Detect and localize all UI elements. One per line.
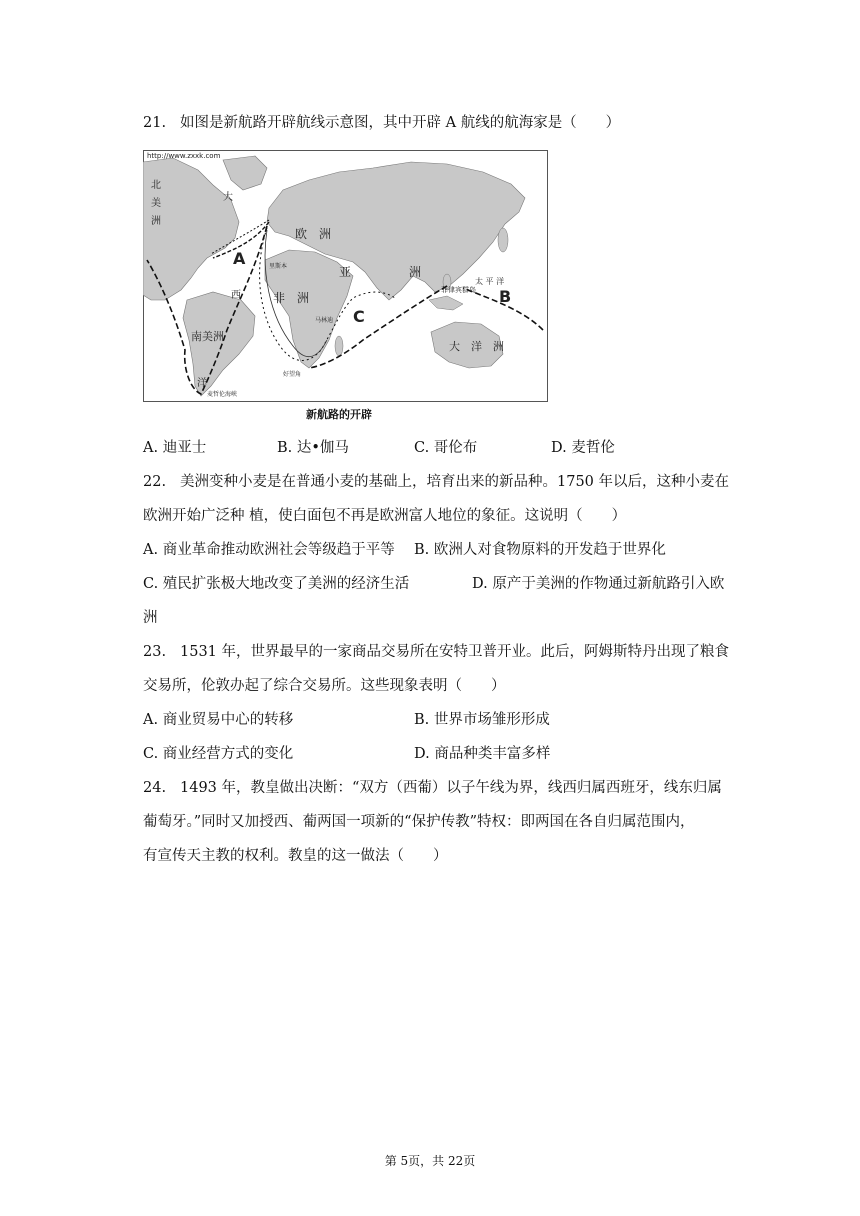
q22-option-c[interactable]: C. 殖民扩张极大地改变了美洲的经济生活 <box>143 576 410 592</box>
question-text: 1531 年，世界最早的一家商品交易所在安特卫普开业。此后，阿姆斯特丹出现了粮食 <box>180 644 730 660</box>
madagascar-shape <box>335 336 343 356</box>
question-text: 美洲变种小麦是在普通小麦的基础上，培育出来的新品种。1750 年以后，这种小麦在 <box>180 474 730 490</box>
question-24-stem-line3: 有宣传天主教的权利。教皇的这一做法（ ） <box>143 848 448 864</box>
question-24-stem-line1 <box>143 778 722 798</box>
map-label-north-america-2: 美 <box>151 198 161 209</box>
q21-option-b[interactable]: B. 达•伽马 <box>277 440 349 456</box>
q23-option-d[interactable]: D. 商品种类丰富多样 <box>414 746 551 762</box>
new-sea-routes-map <box>143 150 549 402</box>
q22-option-d-continuation: 洲 <box>143 610 158 626</box>
map-label-asia-2: 洲 <box>409 265 422 279</box>
map-label-north-america-3: 洲 <box>151 216 161 227</box>
question-23-stem-line1 <box>143 642 729 662</box>
question-22-stem-line2: 欧洲开始广泛种 植，使白面包不再是欧洲富人地位的象征。这说明（ ） <box>143 508 627 524</box>
question-number: 21. <box>143 115 167 131</box>
question-number: 24. <box>143 780 167 796</box>
page-footer: 第 5页，共 22页 <box>384 1154 476 1168</box>
question-22-stem-line1 <box>143 472 729 492</box>
map-label-magellan-strait: 麦哲伦海峡 <box>207 391 238 398</box>
q23-option-a[interactable]: A. 商业贸易中心的转移 <box>143 712 294 728</box>
map-label-ocean-bottom: 洋 <box>197 378 207 389</box>
question-23-stem-line2: 交易所，伦敦办起了综合交易所。这些现象表明（ ） <box>143 678 506 694</box>
map-label-south-america: 南美洲 <box>191 330 224 343</box>
question-24-stem-line2: 葡萄牙。”同时又加授西、葡两国一项新的“保护传教”特权：即两国在各自归属范围内， <box>143 814 695 830</box>
question-21-stem <box>143 113 620 133</box>
q21-option-d[interactable]: D. 麦哲伦 <box>551 440 615 456</box>
q23-option-c[interactable]: C. 商业经营方式的变化 <box>143 746 294 762</box>
question-text: 如图是新航路开辟航线示意图，其中开辟 A 航线的航海家是（ ） <box>180 115 621 131</box>
map-label-cape: 好望角 <box>283 371 302 378</box>
q23-option-b[interactable]: B. 世界市场雏形形成 <box>414 712 550 728</box>
map-label-lisbon: 里斯本 <box>269 263 288 270</box>
japan-shape <box>498 228 508 252</box>
q22-option-a[interactable]: A. 商业革命推动欧洲社会等级趋于平等 <box>143 542 395 558</box>
map-label-pacific: 太 平 洋 <box>475 277 505 286</box>
map-label-atlantic-1: 大 <box>223 192 233 203</box>
q22-option-b[interactable]: B. 欧洲人对食物原料的开发趋于世界化 <box>414 542 666 558</box>
question-text: 1493 年，教皇做出决断：“双方（西葡）以子午线为界，线西归属西班牙，线东归属 <box>180 780 722 796</box>
map-label-oceania: 大 洋 洲 <box>449 340 504 353</box>
map-label-europe: 欧 洲 <box>295 227 332 241</box>
map-watermark: http://www.zxxk.com <box>147 152 221 160</box>
map-label-route-a: A <box>233 249 246 268</box>
map-label-atlantic-2: 西 <box>231 290 241 301</box>
map-caption: 新航路的开辟 <box>306 408 372 421</box>
question-number: 23. <box>143 644 167 660</box>
question-number: 22. <box>143 474 167 490</box>
q21-option-a[interactable]: A. 迪亚士 <box>143 440 207 456</box>
map-label-malindi: 马林迪 <box>315 317 334 324</box>
map-label-north-america-1: 北 <box>151 180 161 191</box>
q21-option-c[interactable]: C. 哥伦布 <box>414 440 478 456</box>
map-label-asia-1: 亚 <box>339 265 352 279</box>
map-label-route-c: C <box>353 307 365 326</box>
map-label-philippines: 菲律宾群岛 <box>441 286 476 294</box>
map-label-route-b: B <box>499 287 512 306</box>
map-label-africa: 非 洲 <box>273 291 310 305</box>
q22-option-d[interactable]: D. 原产于美洲的作物通过新航路引入欧 <box>472 576 725 592</box>
